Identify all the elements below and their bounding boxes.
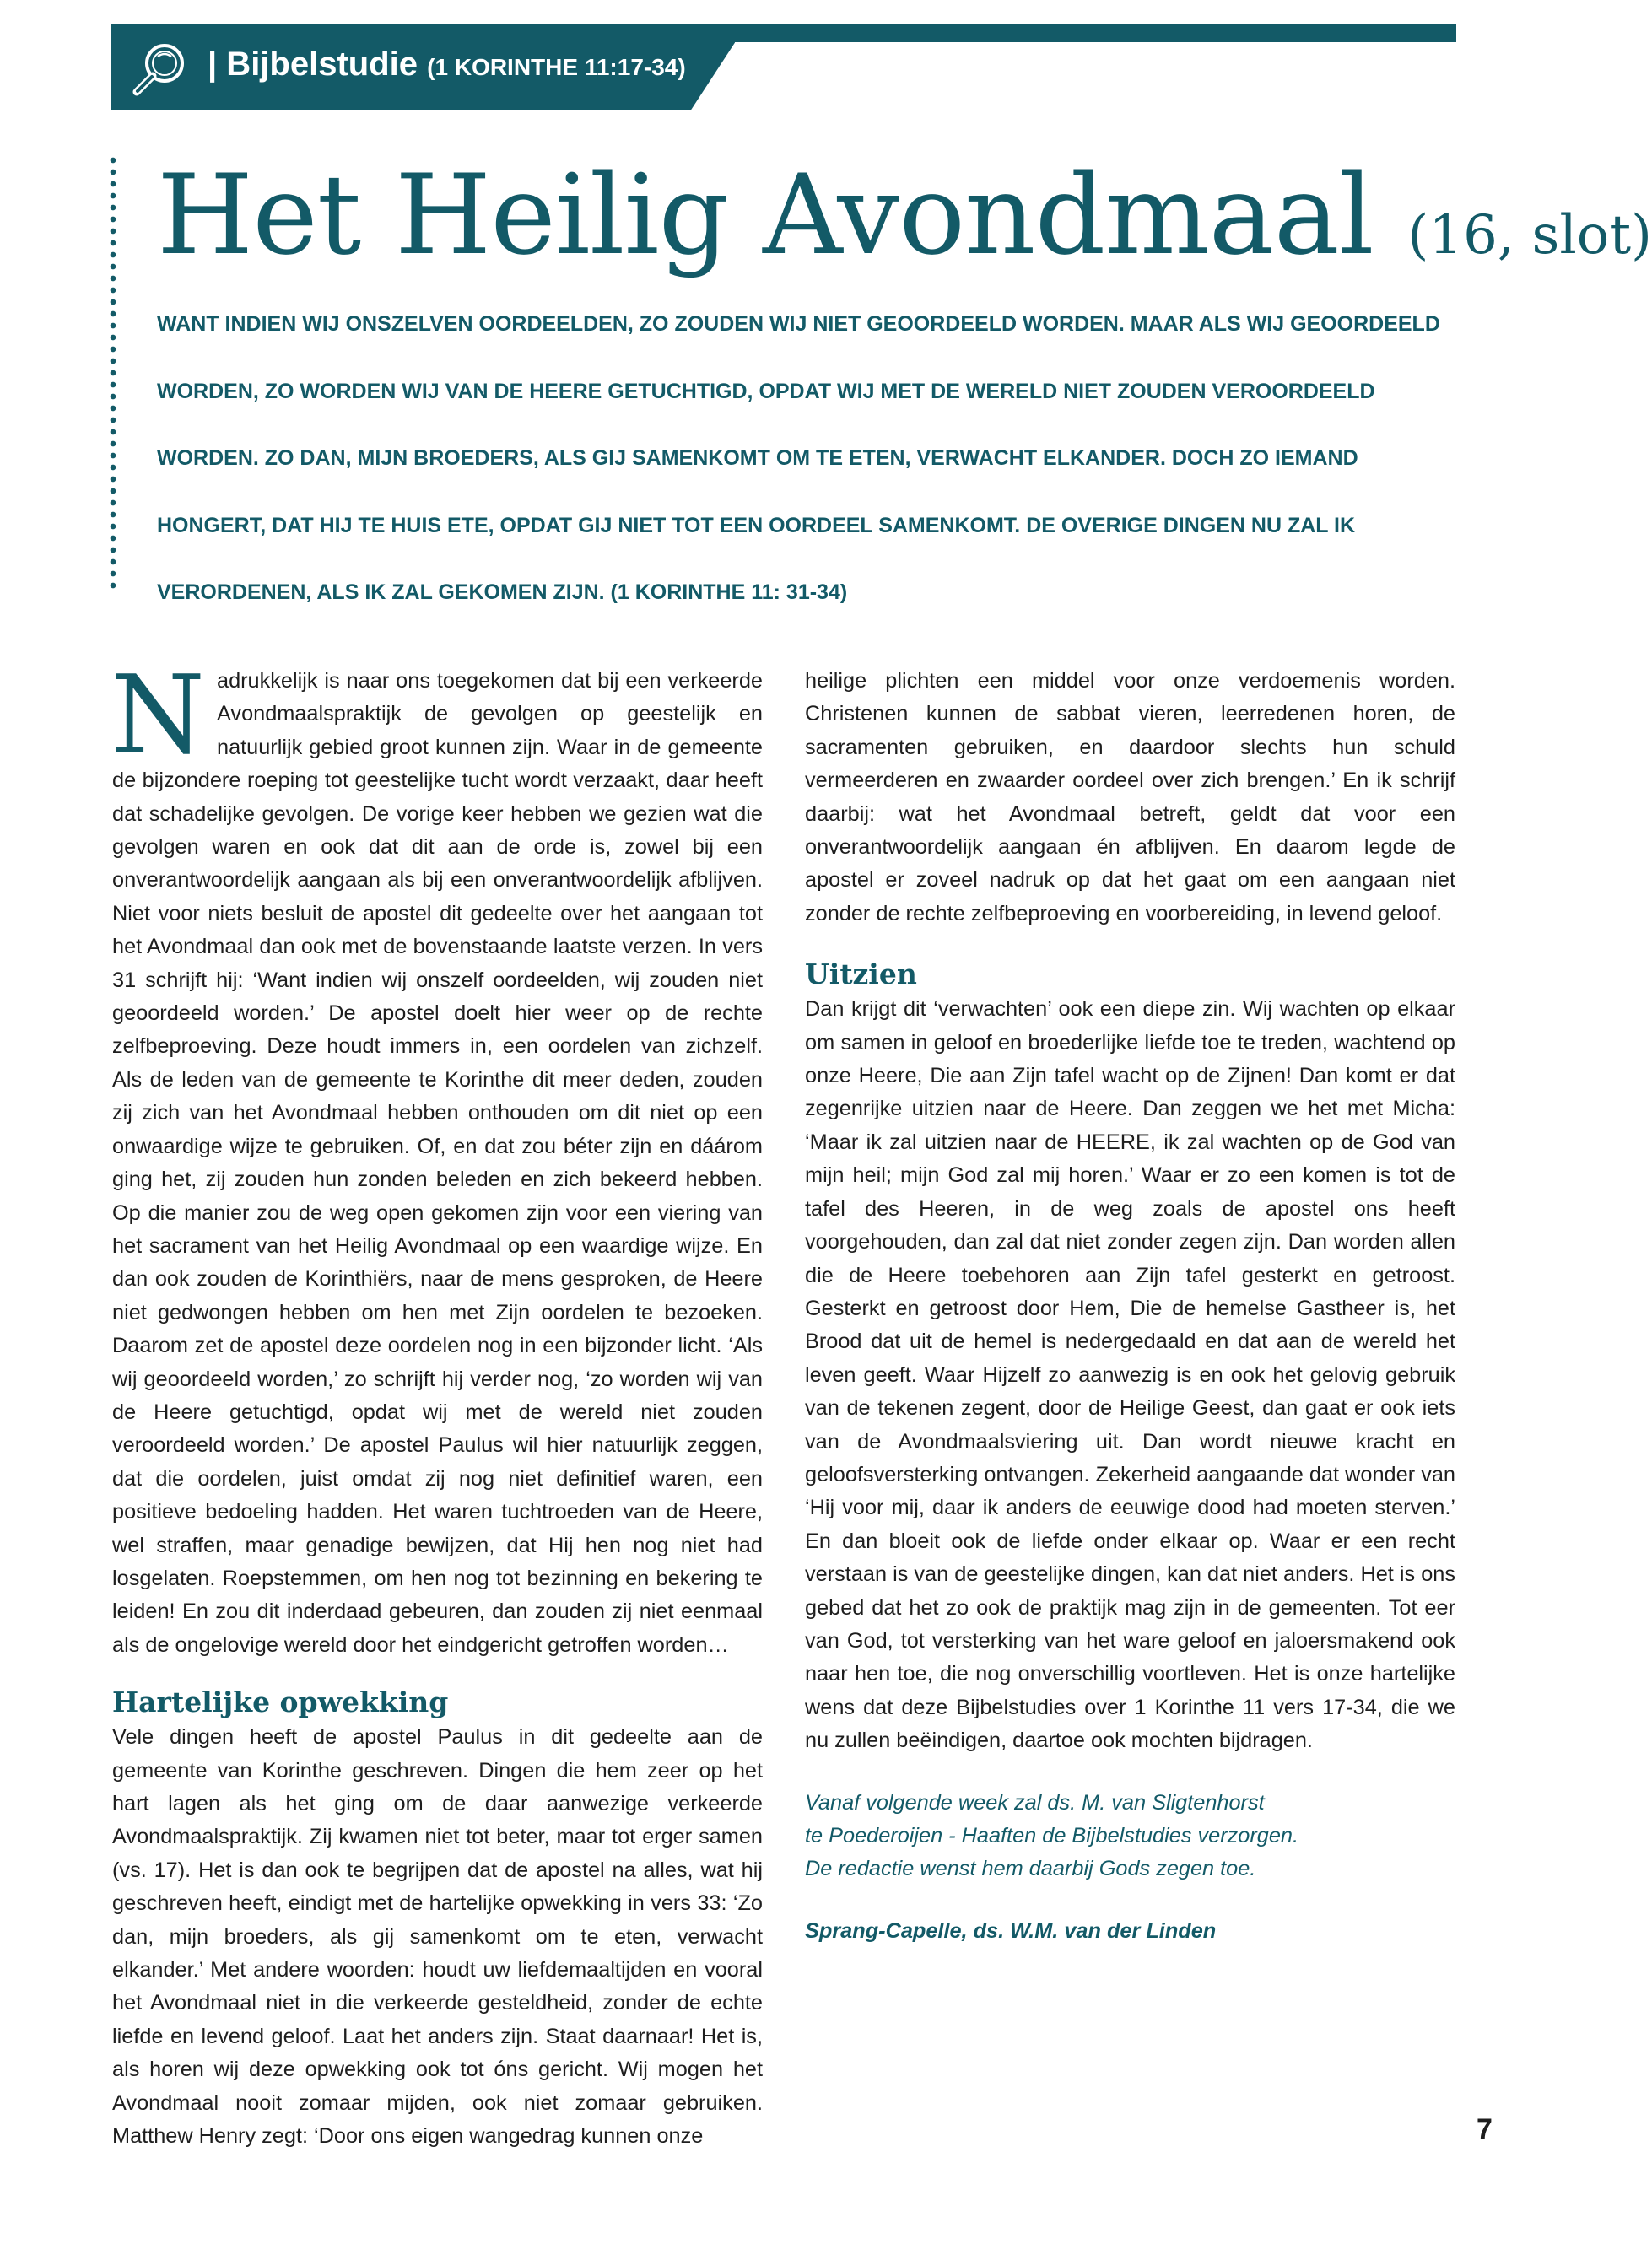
- section-title: [208, 46, 686, 84]
- paragraph-opwekking: Vele dingen heeft de apostel Paulus in dit gedeelte aan de gemeente van Korinthe geschreven. Dingen die hem zeer op het hart lagen als het ging om de daar aanwezige verkeerde Avondmaalspraktijk. Zij kwamen niet tot beter, maar tot erger samen (vs. 17). Het is dan ook te begrijpen dat de apostel na alles, wat hij geschreven heeft, eindigt met de hartelijke opwekking in vers 33: ‘Zo dan, mijn broeders, als gij samenkomt om te eten, verwacht elkander.’ Met andere woorden: houdt uw liefdemaaltijden en vooral het Avondmaal niet in die verkeerde gesteldheid, zonder de echte liefde en levend geloof. Laat het anders zijn. Staat daarnaar! Het is, als horen wij deze opwekking ook tot óns gericht. Wij mogen het Avondmaal nooit zomaar mijden, ook niet zomaar gebruiken. Matthew Henry zegt: ‘Door ons eigen wangedrag kunnen onze: [112, 1725, 763, 2149]
- title-suffix: (16, slot): [1407, 204, 1652, 267]
- section-banner: [111, 17, 1456, 110]
- magnifier-icon: [126, 35, 193, 103]
- title-main: Het Heilig Avondmaal: [157, 150, 1374, 279]
- paragraph-uitzien: Dan krijgt dit ‘verwachten’ ook een diepe zin. Wij wachten op elkaar om samen in geloof en broederlijke liefde toe te treden, wachtend op onze Heere, Die aan Zijn tafel wacht op de Zijnen! Dan komt er dat zegenrijke uitzien naar de Heere. Dan zeggen we het met Micha: ‘Maar ik zal uitzien naar de HEERE, ik zal wachten op de God van mijn heil; mijn God zal mij horen.’ Waar er zo een komen is tot de tafel des Heeren, in de weg zoals de apostel ons heeft voorgehouden, dan zal dat niet zonder zegen zijn. Dan worden allen die de Heere toebehoren aan Zijn tafel gesterkt en getroost. Gesterkt en getroost door Hem, Die de hemelse Gastheer is, het Brood dat uit de hemel is nedergedaald en dat aan de wereld het leven geeft. Waar Hijzelf zo aanwezig is en ook het gelovig gebruik van de tekenen zegent, door de Heilige Geest, dan gaat er ook iets van de Avondmaalsviering uit. Dan wordt nieuwe kracht en geloofsversterking ontvangen. Zekerheid aangaande dat wonder van ‘Hij voor mij, daar ik anders de eeuwige dood had moeten sterven.’ En dan bloeit ook de liefde onder elkaar op. Waar er een recht verstaan is van de geestelijke dingen, kan dat niet anders. Het is ons gebed dat het zo ook de praktijk mag zijn in de gemeenten. Tot eer van God, tot versterking van het ware geloof en jaloersmakend ook naar hen toe, die nog onverschillig voortleven. Het is onze hartelijke wens dat deze Bijbelstudies over 1 Korinthe 11 vers 17-34, die we nu zullen beëindigen, daartoe ook mochten bijdragen.: [805, 997, 1455, 1753]
- paragraph-intro: [111, 653, 763, 1662]
- author-signature: Sprang-Capelle, ds. W.M. van der Linden: [805, 1918, 1217, 1943]
- lead-quote: WANT INDIEN WIJ ONSZELVEN OORDEELDEN, ZO ZOUDEN WIJ NIET GEOORDEELD WORDEN. MAAR ALS WIJ GEOORDEELD WORDEN, ZO WORDEN WIJ VAN DE HEERE GETUCHTIGD, OPDAT WIJ MET DE WERELD NIET ZOUDEN VEROORDEELD WORDEN. ZO DAN, MIJN BROEDERS, ALS GIJ SAMENKOMT OM TE ETEN, VERWACHT ELKANDER. DOCH ZO IEMAND HONGERT, DAT HIJ TE HUIS ETE, OPDAT GIJ NIET TOT EEN OORDEEL SAMENKOMT. DE OVERIGE DINGEN NU ZAL IK VERORDENEN, ALS IK ZAL GEKOMEN ZIJN. (1 KORINTHE 11: 31-34): [157, 312, 1440, 604]
- bible-reference: (1 KORINTHE 11:17-34): [427, 54, 686, 80]
- dotted-rule: [110, 154, 116, 589]
- paragraph-opwekking-continued: heilige plichten een middel voor onze verdoemenis worden. Christenen kunnen de sabbat vieren, leerredenen horen, de sacramenten gebruiken, en daardoor slechts hun schuld vermeerderen en zwaarder oordeel over zich brengen.’ En ik schrijf daarbij: wat het Avondmaal betreft, geldt dat voor een onverantwoordelijk aangaan én afblijven. En daarom legde de apostel er zoveel nadruk op dat het gaat om een aangaan niet zonder de rechte zelfbeproeving en voorbereiding, in levend geloof.: [805, 669, 1455, 925]
- heading-uitzien: Uitzien: [805, 957, 917, 991]
- paragraph-intro-text: adrukkelijk is naar ons toegekomen dat bij een verkeerde Avondmaalspraktijk de gevolgen op geestelijk en natuurlijk gebied groot kunnen zijn. Waar in de gemeente de bijzondere roeping tot geestelijke tucht wordt verzaakt, daar heeft dat schadelijke gevolgen. De vorige keer hebben we gezien wat die gevolgen waren en ook dat dit aan de orde is, zowel bij een onverantwoordelijk aangaan als bij een onverantwoordelijk afblijven. Niet voor niets besluit de apostel dit gedeelte over het aangaan tot het Avondmaal dan ook met de bovenstaande laatste verzen. In vers 31 schrijft hij: ‘Want indien wij onszelf oordeelden, wij zouden niet geoordeeld worden.’ De apostel doelt hier weer op de rechte zelfbeproeving. Deze houdt immers in, een oordelen van zichzelf. Als de leden van de gemeente te Korinthe dit meer deden, zouden zij zich van het Avondmaal hebben onthouden om dit niet op een onwaardige wijze te gebruiken. Of, en dat zou béter zijn en dáárom ging het, zij zouden hun zonden beleden en zich bekeerd hebben. Op die manier zou de weg open gekomen zijn voor een viering van het sacrament van het Heilig Avondmaal op een waardige wijze. En dan ook zouden de Korinthiërs, naar de mens gesproken, de Heere niet gedwongen hebben om hen met Zijn oordelen te bezoeken. Daarom zet de apostel deze oordelen nog in een bijzonder licht. ‘Als wij geoordeeld worden,’ zo schrijft hij verder nog, ‘zo worden wij van de Heere getuchtigd, opdat wij met de wereld niet zouden veroordeeld worden.’ De apostel Paulus wil hier natuurlijk zeggen, dat die oordelen, juist omdat zij nog niet definitief waren, een positieve bedoeling hadden. Het waren tuchtroeden van de Heere, wel straffen, maar genadige bewijzen, dat Hij hen nog niet had losgelaten. Roepstemmen, om hen nog tot bezinning en bekering te leiden! En zou dit inderdaad gebeuren, dan zouden zij niet eenmaal als de ongelovige wereld door het eindgericht getroffen worden…: [112, 669, 763, 1657]
- editorial-note: [805, 1787, 1455, 1886]
- column-left: [111, 653, 763, 2153]
- editorial-note-line: Vanaf volgende week zal ds. M. van Sligtenhorst: [805, 1790, 1265, 1815]
- section-label: | Bijbelstudie: [208, 46, 418, 83]
- drop-cap: N: [111, 653, 205, 779]
- editorial-note-line: te Poederoijen - Haaften de Bijbelstudies verzorgen.: [805, 1824, 1298, 1848]
- heading-hartelijke-opwekking: Hartelijke opwekking: [112, 1686, 449, 1719]
- editorial-note-line: De redactie wenst hem daarbij Gods zegen toe.: [805, 1857, 1256, 1881]
- article-title: [157, 152, 1652, 299]
- page-number: 7: [1477, 2113, 1493, 2145]
- column-right: [805, 665, 1455, 1948]
